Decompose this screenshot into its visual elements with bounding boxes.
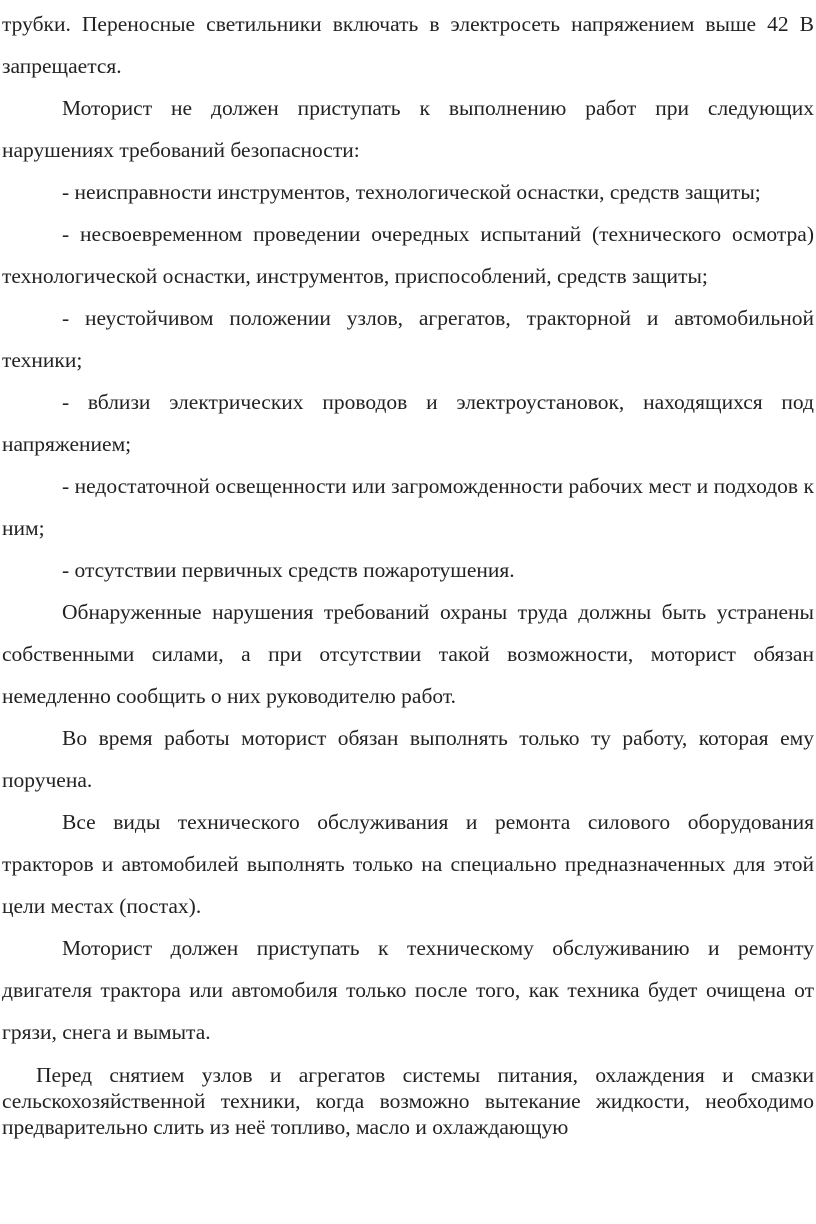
list-item-lighting: - недостаточной освещенности или загроможденности рабочих мест и подходов к ним; (2, 474, 814, 540)
paragraph-assigned-work: Во время работы моторист обязан выполнять только ту работу, которая ему поручена. (2, 726, 814, 792)
paragraph-continuation: трубки. Переносные светильники включать в электросеть напряжением выше 42 В запрещается. (2, 12, 814, 78)
paragraph-violations-intro: Моторист не должен приступать к выполнению работ при следующих нарушениях требований безопасности: (2, 96, 814, 162)
paragraph-draining: Перед снятием узлов и агрегатов системы питания, охлаждения и смазки сельскохозяйственной техники, когда возможно вытекание жидкости, необходимо предварительно слить из неё топливо, масло и охлаждающую (2, 1063, 814, 1139)
list-item-late-testing: - несвоевременном проведении очередных испытаний (технического осмотра) технологической оснастки, инструментов, приспособлений, средств защиты; (2, 222, 814, 288)
list-item-tools-fault: - неисправности инструментов, технологической оснастки, средств защиты; (62, 180, 761, 204)
document-tail (2, 1062, 814, 1140)
paragraph-violations-fix: Обнаруженные нарушения требований охраны труда должны быть устранены собственными силами, а при отсутствии такой возможности, моторист обязан немедленно сообщить о них руководителю работ. (2, 600, 814, 708)
paragraph-maintenance-places: Все виды технического обслуживания и ремонта силового оборудования тракторов и автомобилей выполнять только на специально предназначенных для этой цели местах (постах). (2, 810, 814, 918)
list-item-unstable-position: - неустойчивом положении узлов, агрегатов, тракторной и автомобильной техники; (2, 306, 814, 372)
list-item-electric-wires: - вблизи электрических проводов и электроустановок, находящихся под напряжением; (2, 390, 814, 456)
document-body (2, 3, 814, 1053)
list-item-fire-equipment: - отсутствии первичных средств пожаротушения. (62, 558, 515, 582)
paragraph-cleaning: Моторист должен приступать к техническому обслуживанию и ремонту двигателя трактора или автомобиля только после того, как техника будет очищена от грязи, снега и вымыта. (2, 936, 814, 1044)
